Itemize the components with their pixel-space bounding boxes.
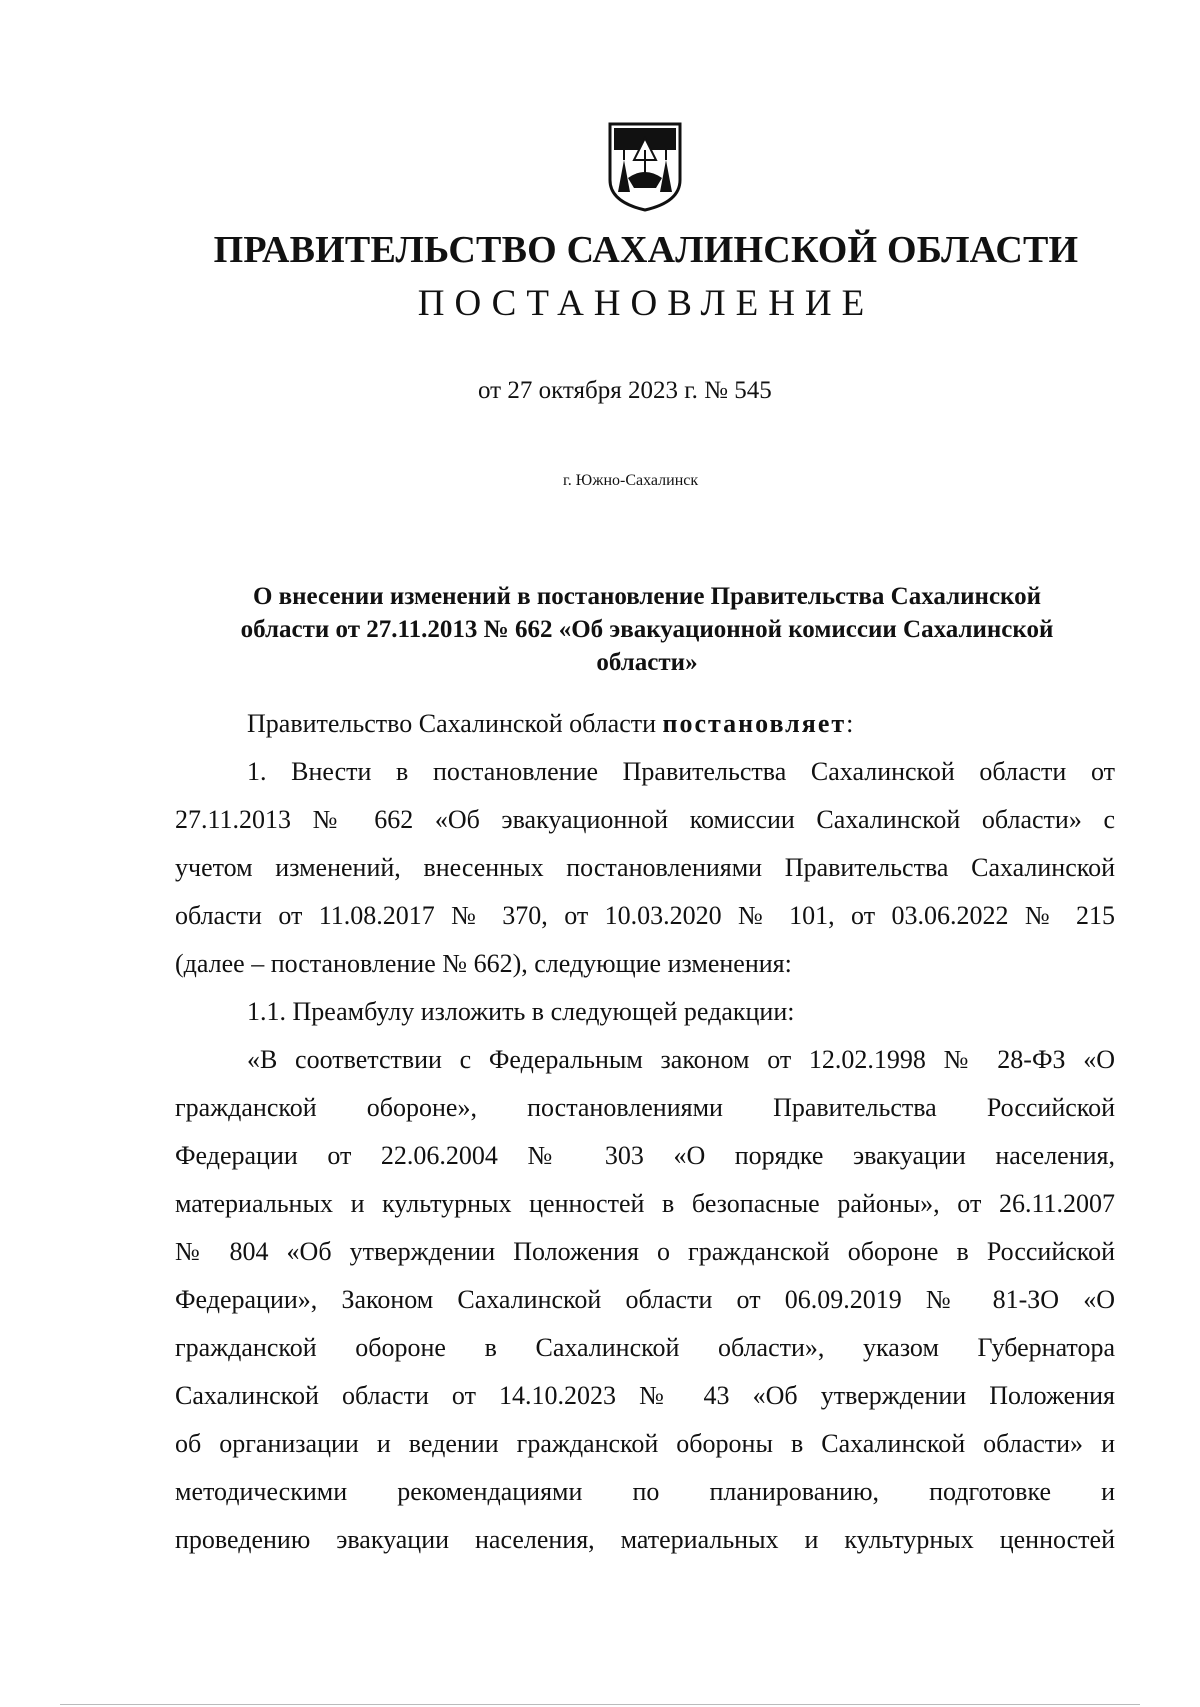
document-body <box>175 700 1115 1564</box>
body-line: Федерации», Законом Сахалинской области от 06.09.2019 № 81-ЗО «О <box>175 1285 1115 1314</box>
body-line: гражданской обороне в Сахалинской области», указом Губернатора <box>175 1333 1115 1362</box>
body-line: учетом изменений, внесенных постановлениями Правительства Сахалинской <box>175 853 1115 882</box>
coat-of-arms-emblem <box>604 120 686 212</box>
body-line: Сахалинской области от 14.10.2023 № 43 «Об утверждении Положения <box>175 1381 1115 1410</box>
title-line: О внесении изменений в постановление Правительства Сахалинской <box>252 583 1042 610</box>
body-line: области от 11.08.2017 № 370, от 10.03.2020 № 101, от 03.06.2022 № 215 <box>175 901 1115 930</box>
body-line: Федерации от 22.06.2004 № 303 «О порядке эвакуации населения, <box>175 1141 1115 1170</box>
city-label: г. Южно-Сахалинск <box>563 472 699 489</box>
body-line: методическими рекомендациями по планированию, подготовке и <box>175 1477 1115 1506</box>
page-bottom-divider <box>60 1704 1140 1705</box>
body-line: 27.11.2013 № 662 «Об эвакуационной комиссии Сахалинской области» с <box>175 805 1115 834</box>
intro-paragraph <box>175 700 1115 748</box>
body-line: 1. Внести в постановление Правительства Сахалинской области от <box>247 757 1115 786</box>
body-line: об организации и ведении гражданской обороны в Сахалинской области» и <box>175 1429 1115 1458</box>
body-line: проведению эвакуации населения, материальных и культурных ценностей <box>175 1525 1115 1554</box>
body-line: (далее – постановление № 662), следующие изменения: <box>175 949 792 978</box>
body-line: «В соответствии с Федеральным законом от 12.02.1998 № 28-ФЗ «О <box>247 1045 1115 1074</box>
document-type-heading: ПОСТАНОВЛЕНИЕ <box>417 283 875 324</box>
body-line: гражданской обороне», постановлениями Правительства Российской <box>175 1093 1115 1122</box>
intro-text: Правительство Сахалинской области <box>247 709 663 738</box>
intro-colon: : <box>846 709 854 738</box>
body-line: № 804 «Об утверждении Положения о гражданской обороне в Российской <box>175 1237 1115 1266</box>
title-line: области от 27.11.2013 № 662 «Об эвакуационной комиссии Сахалинской <box>240 616 1054 643</box>
date-and-number: от 27 октября 2023 г. № 545 <box>478 377 772 404</box>
intro-bold-verb: постановляет <box>662 709 847 738</box>
body-line: материальных и культурных ценностей в безопасные районы», от 26.11.2007 <box>175 1189 1115 1218</box>
title-line: области» <box>596 649 698 676</box>
document-title <box>178 580 1116 679</box>
body-line: 1.1. Преамбулу изложить в следующей редакции: <box>247 997 795 1026</box>
organization-heading: ПРАВИТЕЛЬСТВО САХАЛИНСКОЙ ОБЛАСТИ <box>213 229 1079 271</box>
